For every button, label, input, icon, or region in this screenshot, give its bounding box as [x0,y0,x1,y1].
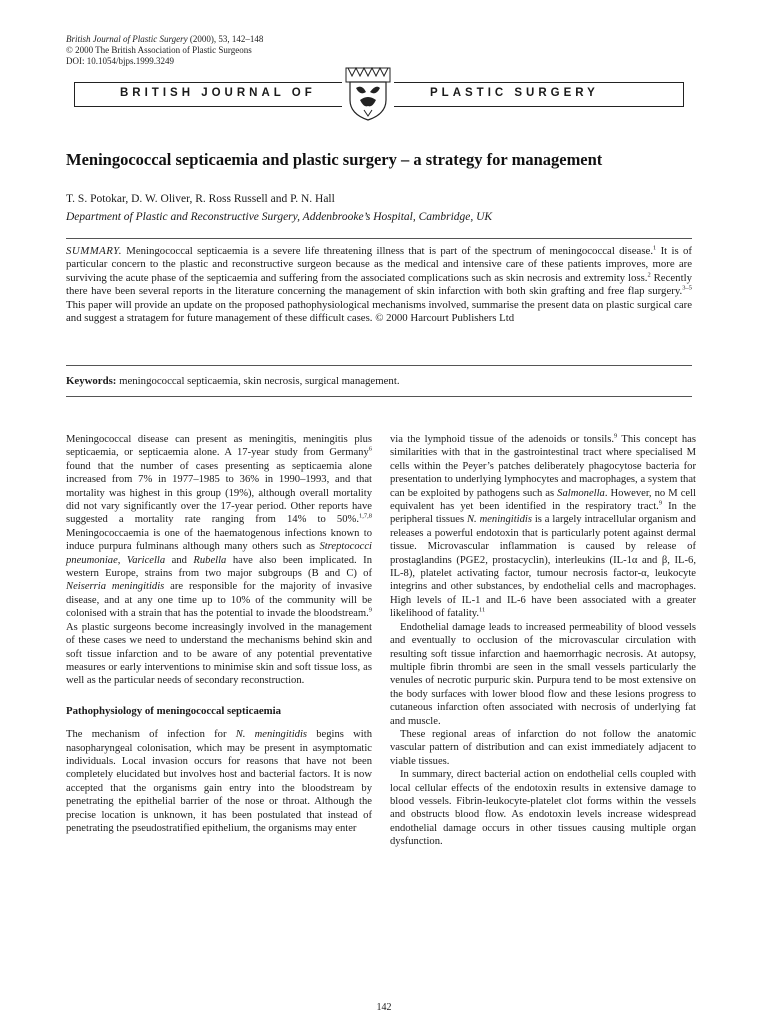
summary-abstract [66,245,692,325]
species-name: Streptococci pneumoniae [66,541,372,566]
body-text: . However, no M cell equivalent has yet been identified in the respiratory tract. [390,487,696,513]
journal-banner [66,72,692,116]
species-name: N. meningitidis [466,514,532,526]
body-text: begins with nasopharyngeal colonisation, which may be present in asymptomatic individuals. Local invasion occurs for reasons that have not been completely elucidated but involves host and bacterial factors. It is now accepted that the organisms gain entry into the bloodstream by penetrating the epithelial barrier of the nose or throat. Although the precise location is unknown, it has been postulated that instead of penetrating the pseudostratified epithelium, the organisms may enter [66,729,372,834]
body-text: As plastic surgeons become increasingly involved in the management of these cases we need to understand the mechanisms behind skin and soft tissue infarction and to be aware of any potential preventative measures or early interventions to minimise skin and soft tissue loss, as well as the particular needs of secondary reconstruction. [66,621,372,687]
body-text: This concept has similarities with that in the gastrointestinal tract where specialised M cells within the Peyer’s patches deliberately phagocytose bacteria for presentation to underlying lymphocytes and macrophages, a system that can be exploited by pathogens such as [390,434,696,499]
citation-ref: 9 [613,432,618,440]
species-name: N. meningitidis [235,729,308,741]
citation-ref: 1 [653,244,657,252]
article-title: Meningococcal septicaemia and plastic surgery – a strategy for management [66,150,603,169]
banner-right-text: PLASTIC SURGERY [430,87,599,99]
citation-ref: 9 [368,606,372,614]
summary-top-rule [66,238,692,239]
citation-ref: 9 [658,499,663,507]
body-text: In the peripheral tissues [390,501,696,526]
body-paragraph [66,433,372,688]
citation-ref: 3–5 [682,284,692,292]
page-number: 142 [376,1002,392,1013]
summary-text: It is of particular concern to the plastic and reconstructive surgeon because as the medical and intensive care of these patients improves, more are surviving the acute phase of the septicaemia and suffering from the associated complications such as skin necrosis and extremity loss. [66,245,692,284]
right-column [390,433,696,849]
banner-left-text: BRITISH JOURNAL OF [120,87,316,99]
keywords-bottom-rule [66,396,692,397]
keywords-line [66,375,692,387]
body-text: found that the number of cases presenting as septicaemia alone increased from 7% in 1977–1985 to 36% in 1990–1993, and that mortality was highest in this group (19%), although overall mortality did not vary significantly over the 17-year period. Other reports have suggested a mortality rate ranging from 14% to 50%. [66,460,372,526]
left-column [66,433,372,835]
body-paragraph: Endothelial damage leads to increased permeability of blood vessels and eventually to occlusion of the microvascular circulation with resulting soft tissue infarction and haemorrhagic necrosis. At autopsy, multiple fibrin thrombi are seen in the small vessels particularly the venules of necrotic purpuric skin. Purpura tend to be most extensive on the body surfaces with lower blood flow and these lesions progress to cutaneous infarction often associated with necrosis of underlying fat and muscle. [390,621,696,727]
citation-block [66,34,263,67]
citation-ref: 11 [479,606,486,614]
body-text: , [117,554,127,566]
body-text: The mechanism of infection for [66,729,236,741]
doi-line: DOI: 10.1054/bjps.1999.3249 [66,56,174,66]
summary-label: SUMMARY. [66,245,122,257]
body-text: is a largely intracellular organism and releases a powerful endotoxin that is particularly potent against dermal tissue. Microvascular inflammation is caused by release of prostaglandins (PGE2, prostacyclin), interleukins (IL-1α and β, IL-6, IL-8), platelet activating factor, tumour necrosis factor-α, leukocyte integrins and other substances, by endothelial cells and macrophages. High levels of IL-1 and IL-6 have been associated with a greater likelihood of fatality. [390,514,696,620]
body-text: have also been implicated. In western Europe, strains from two major subgroups (B and C) of [66,554,372,580]
body-paragraph: These regional areas of infarction do not follow the anatomic vascular pattern of distribution and can exist immediately adjacent to viable tissues. [390,728,696,767]
species-name: Rubella [193,554,227,566]
body-text: via the lymphoid tissue of the adenoids or tonsils. [390,434,614,445]
author-list: T. S. Potokar, D. W. Oliver, R. Ross Russell and P. N. Hall [66,193,335,205]
summary-text: Recently there have been several reports in the literature concerning the management of skin infarction with both skin grafting and free flap surgery. [66,271,692,298]
citation-ref: 1,7,8 [359,512,372,520]
copyright-line: © 2000 The British Association of Plastic Surgeons [66,45,252,55]
summary-bottom-rule [66,365,692,366]
species-name: Varicella [126,554,166,566]
keywords-text: meningococcal septicaemia, skin necrosis, surgical management. [116,375,400,387]
coat-of-arms-crest-icon [342,66,394,122]
affiliation: Department of Plastic and Reconstructive Surgery, Addenbrooke’s Hospital, Cambridge, UK [66,211,493,223]
section-heading: Pathophysiology of meningococcal septicaemia [66,704,282,717]
body-text: and [165,554,194,566]
journal-volume: (2000), 53, 142–148 [187,34,264,44]
summary-text: This paper will provide an update on the proposed pathophysiological mechanisms involved, summarise the present data on plastic surgical care and suggest a stratagem for future management of these difficult cases. © 2000 Harcourt Publishers Ltd [66,298,692,325]
species-name: Salmonella [557,487,605,499]
species-name: Neiserria meningitidis [66,581,165,593]
body-text: are responsible for the majority of invasive disease, and at any one time up to 10% of the community will be colonised with a strain that has the potential to invade the bloodstream. [66,581,372,620]
keywords-label: Keywords: [66,375,117,387]
journal-name: British Journal of Plastic Surgery [66,34,188,44]
body-paragraph [66,728,372,835]
citation-ref: 2 [647,271,651,279]
citation-line-1 [66,34,263,45]
body-text: Meningococcaemia is one of the haematogenous infections known to induce purpura fulminans although many others such as [66,527,372,553]
body-paragraph: In summary, direct bacterial action on endothelial cells coupled with local cellular effects of the endotoxin results in extensive damage to blood vessels. Fibrin-leukocyte-platelet clot forms within the vessels and obstructs blood flow. As endotoxin levels increase widespread endothelial damage occurs in other tissues causing multiple organ dysfunction. [390,769,696,848]
body-text: Meningococcal disease can present as meningitis, meningitis plus septicaemia, or septicaemia alone. A 17-year study from Germany [66,434,372,459]
body-paragraph [390,433,696,621]
summary-text: Meningococcal septicaemia is a severe life threatening illness that is part of the spectrum of meningococcal disease. [121,245,654,257]
citation-ref: 6 [368,445,372,453]
